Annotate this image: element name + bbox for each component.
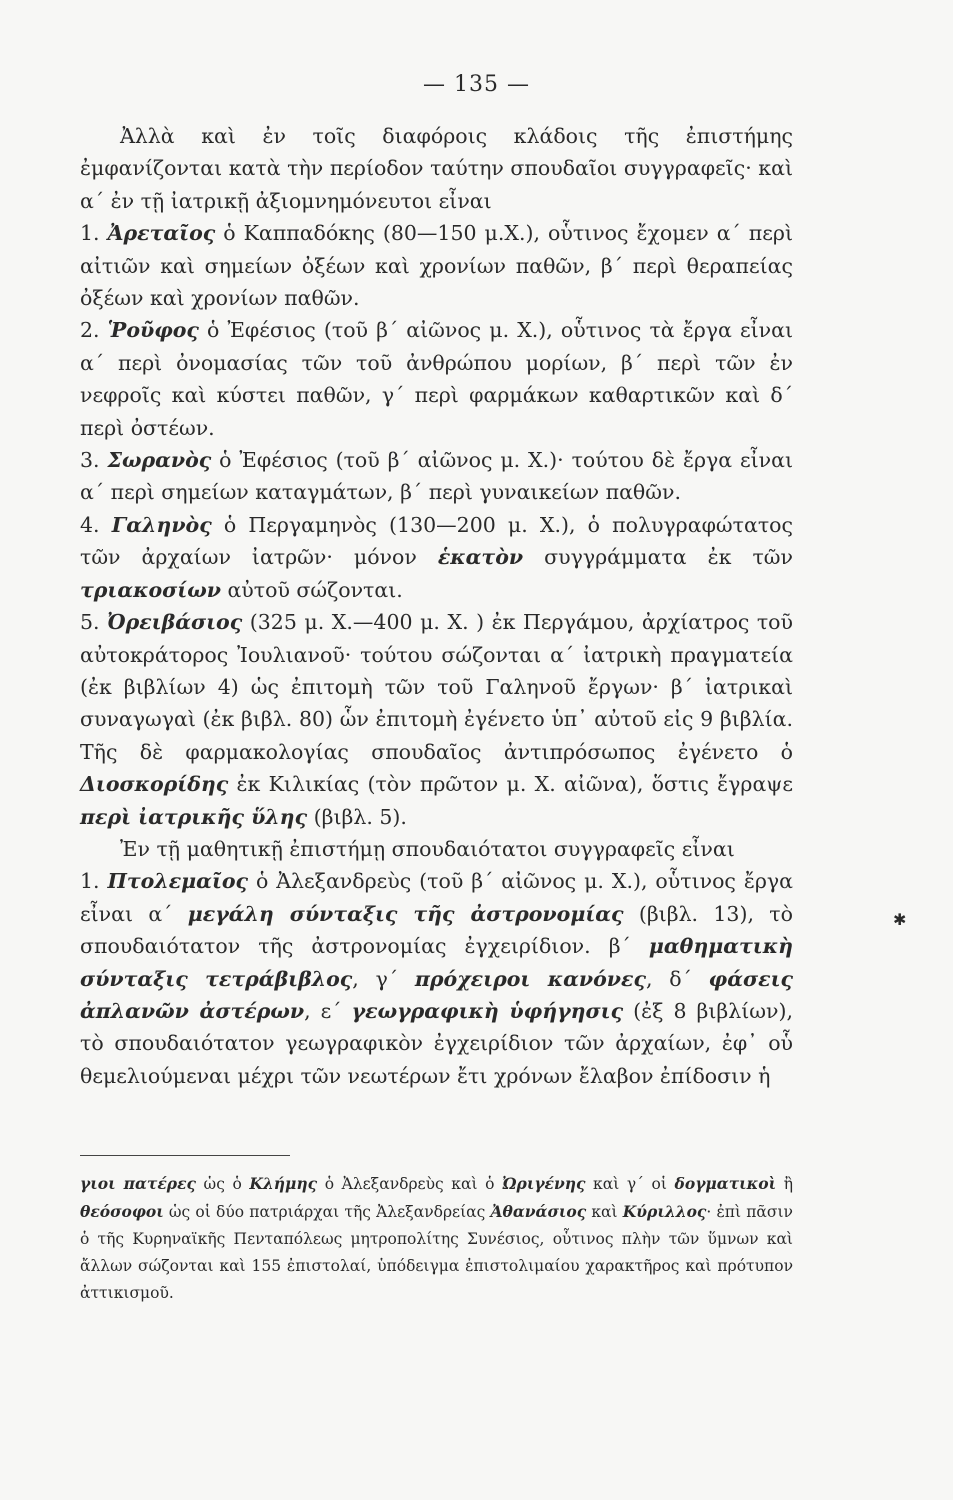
author-name: Ὀρειβάσιος xyxy=(107,610,243,635)
emphasis: τριακοσίων xyxy=(80,577,221,602)
item-text: (ἐξ 8 βιβλίων), τὸ σπουδαιότατον γεωγραφικὸν ἐγχειρίδιον τῶν ἀρχαίων, ἐφ᾽ οὗ θεμελιούμεναι μέχρι τῶν νεωτέρων ἔτι χρόνων ἔλαβον ἐπίδοσιν ἡ xyxy=(80,998,794,1088)
emphasis: γεωγραφικὴ ὑφήγησις xyxy=(351,998,624,1023)
list-item xyxy=(80,509,793,606)
author-name: Ῥοῦφος xyxy=(107,318,199,343)
item-text: ὁ Ἀλεξανδρεὺς (τοῦ β΄ αἰῶνος μ. Χ.), οὗτινος ἔργα εἶναι α΄ xyxy=(80,869,793,926)
item-text: , ε΄ xyxy=(304,998,352,1023)
item-text: , γ΄ xyxy=(352,966,415,991)
item-number: 1. xyxy=(80,221,100,246)
item-number: 3. xyxy=(80,448,100,473)
author-name: Πτολεμαῖος xyxy=(107,869,249,894)
footnote-rule xyxy=(80,1155,290,1156)
item-number: 4. xyxy=(80,512,100,537)
emphasis: πρόχειροι κανόνες xyxy=(414,966,646,991)
item-number: 5. xyxy=(80,610,100,635)
emphasis: Ἀθανάσιος xyxy=(490,1202,587,1221)
item-text: συγγράμματα ἐκ τῶν xyxy=(523,545,793,570)
emphasis: Διοσκορίδης xyxy=(80,772,229,797)
math-intro-paragraph: Ἐν τῇ μαθητικῇ ἐπιστήμῃ σπουδαιότατοι συγγραφεῖς εἶναι xyxy=(120,836,735,861)
emphasis: Κλήμης xyxy=(249,1174,318,1193)
item-text: (βιβλ. 5). xyxy=(307,804,407,829)
list-item xyxy=(80,217,793,314)
list-item xyxy=(80,865,793,1092)
footnote xyxy=(80,1170,793,1307)
emphasis: δογματικοὶ xyxy=(674,1174,777,1193)
emphasis: Ὠριγένης xyxy=(502,1174,586,1193)
emphasis: φάσεις ἀπλανῶν ἀστέρων xyxy=(80,966,793,1023)
item-text: (βιβλ. 13), τὸ σπουδαιότατον τῆς ἀστρονομίας ἐγχειρίδιον. β΄ xyxy=(80,901,793,959)
author-name: Γαληνὸς xyxy=(111,512,212,537)
footnote-text: ὡς ὁ xyxy=(195,1175,250,1193)
emphasis: περὶ ἰατρικῆς ὕλης xyxy=(80,804,308,829)
footnote-text: ὡς οἱ δύο πατριάρχαι τῆς Ἀλεξανδρείας xyxy=(163,1203,491,1221)
footnote-paragraph xyxy=(80,1170,793,1307)
item-number: 1. xyxy=(80,869,100,894)
item-text: , δ΄ xyxy=(645,966,709,991)
intro-paragraph: Ἀλλὰ καὶ ἐν τοῖς διαφόροις κλάδοις τῆς ἐπιστήμης ἐμφανίζονται κατὰ τὴν περίοδον ταύτην σπουδαῖοι συγγραφεῖς· καὶ α΄ ἐν τῇ ἰατρικῇ ἀξιομνημόνευτοι εἶναι xyxy=(80,124,793,213)
page-number: — 135 — xyxy=(423,72,530,97)
emphasis: μαθηματικὴ σύνταξις τετράβιβλος xyxy=(80,934,793,991)
emphasis: ἑκατὸν xyxy=(437,545,524,570)
main-text xyxy=(80,120,793,1092)
emphasis: θεόσοφοι xyxy=(80,1202,164,1221)
item-text: αὐτοῦ σώζονται. xyxy=(220,577,403,602)
footnote-text: · ἐπὶ πᾶσιν ὁ τῆς Κυρηναϊκῆς Πενταπόλεως μητροπολίτης Συνέσιος, οὗτινος πλὴν τῶν ὕμνων καὶ ἄλλων σώζονται καὶ 155 ἐπιστολαί, ὑπόδειγμα ἐπιστολιμαίου χαρακτῆρος καὶ πρότυπον ἀττικισμοῦ. xyxy=(80,1203,793,1302)
margin-mark: ✱ xyxy=(893,910,907,929)
item-text: ὁ Περγαμηνὸς (130—200 μ. Χ.), ὁ πολυγραφώτατος τῶν ἀρχαίων ἰατρῶν· μόνον xyxy=(80,512,793,570)
footnote-text: ὁ Ἀλεξανδρεὺς καὶ ὁ xyxy=(317,1175,503,1193)
emphasis: γιοι πατέρες xyxy=(80,1174,196,1193)
item-text: (325 μ. Χ.—400 μ. Χ. ) ἐκ Περγάμου, ἀρχίατρος τοῦ αὐτοκράτορος Ἰουλιανοῦ· τούτου σώζονται α΄ ἰατρικὴ πραγματεία (ἐκ βιβλίων 4) ὡς ἐπιτομὴ τῶν τοῦ Γαληνοῦ ἔργων· β΄ ἰατρικαὶ συναγωγαὶ (ἐκ βιβλ. 80) ὧν ἐπιτομὴ ἐγένετο ὑπ᾽ αὐτοῦ εἰς 9 βιβλία. Τῆς δὲ φαρμακολογίας σπουδαῖος ἀντιπρόσωπος ἐγένετο ὁ xyxy=(80,610,793,764)
list-item xyxy=(80,314,793,444)
list-item xyxy=(80,606,793,833)
footnote-text: καὶ γ΄ οἱ xyxy=(585,1175,675,1193)
author-name: Σωρανὸς xyxy=(107,448,212,473)
emphasis: Κύριλλος xyxy=(622,1202,707,1221)
footnote-text: ἢ xyxy=(776,1175,793,1193)
footnote-text: καὶ xyxy=(586,1203,623,1221)
item-number: 2. xyxy=(80,318,100,343)
item-text: ἐκ Κιλικίας (τὸν πρῶτον μ. Χ. αἰῶνα), ὅστις ἔγραψε xyxy=(228,772,793,797)
emphasis: μεγάλη σύνταξις τῆς ἀστρονομίας xyxy=(187,901,624,926)
item-text: ὁ Καππαδόκης (80—150 μ.Χ.), οὗτινος ἔχομεν α΄ περὶ αἰτιῶν καὶ σημείων ὀξέων καὶ χρονίων παθῶν, β΄ περὶ θεραπείας ὀξέων καὶ χρονίων παθῶν. xyxy=(80,221,793,311)
item-text: ὁ Ἐφέσιος (τοῦ β΄ αἰῶνος μ. Χ.), οὗτινος τὰ ἔργα εἶναι α΄ περὶ ὀνομασίας τῶν τοῦ ἀνθρώπου μορίων, β΄ περὶ τῶν ἐν νεφροῖς καὶ κύστει παθῶν, γ΄ περὶ φαρμάκων καθαρτικῶν καὶ δ΄ περὶ ὀστέων. xyxy=(80,318,793,440)
list-item xyxy=(80,444,793,509)
author-name: Ἀρεταῖος xyxy=(107,221,216,246)
item-text: ὁ Ἐφέσιος (τοῦ β΄ αἰῶνος μ. Χ.)· τούτου δὲ ἔργα εἶναι α΄ περὶ σημείων καταγμάτων, β΄ περὶ γυναικείων παθῶν. xyxy=(80,448,793,505)
